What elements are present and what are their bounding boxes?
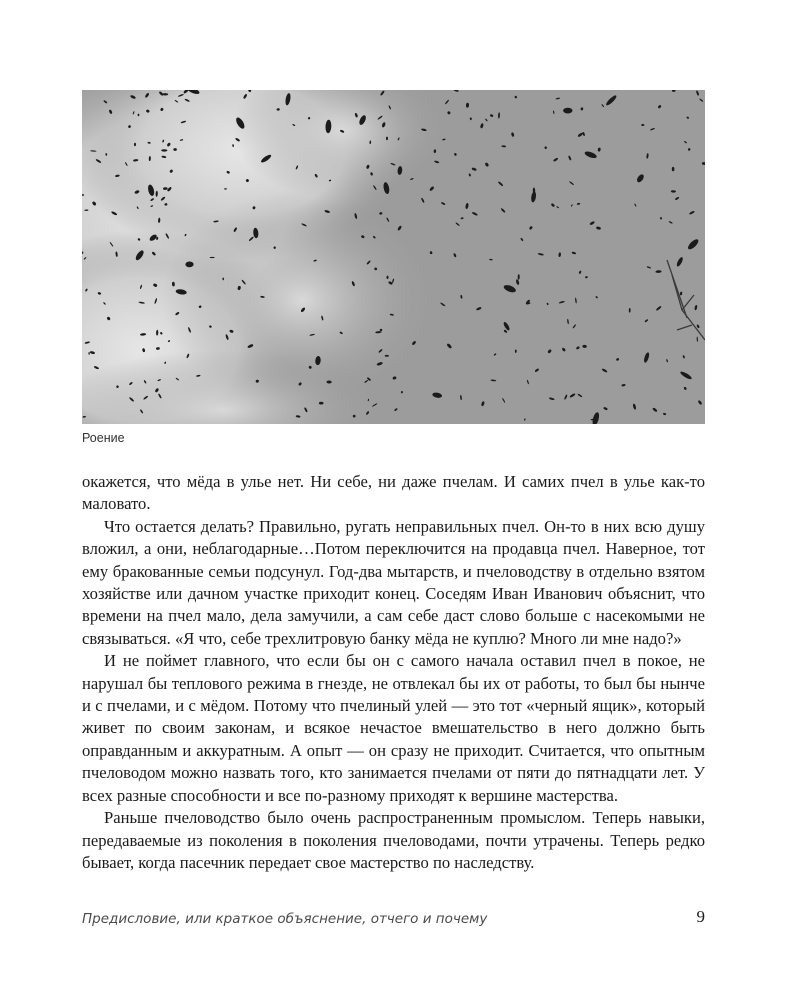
page-footer [82,907,705,928]
bee-mark [224,188,227,189]
bee-mark [319,402,324,405]
swarm-photo [82,90,705,424]
body-text [82,471,705,874]
figure-caption: Роение [82,431,125,445]
bee-mark [210,257,215,258]
paragraph: И не поймет главного, что если бы он с самого начала оставил пчел в покое, не нарушал бы теплового режима в гнезде, не отвлекал бы их от работы, то был бы нынче и с пчелами, и с мёдом. Потому что пчелиный улей — это тот «черный ящик», который живет по своим законам, и всякое нечастое вмешательство в него должно быть оправданным и аккуратным. А опыт — он сразу не приходит. Считается, что опытным пчеловодом можно назвать того, кто занимается пчелами от пяти до пятнадцати лет. У всех разные способности и все по-разному приходят к вершине мастерства. [82,651,705,805]
page-number: 9 [696,907,705,926]
paragraph: Что остается делать? Правильно, ругать неправильных пчел. Он-то в них всю душу вложил, а они, неблагодарные…Потом переключится на продавца пчел. Наверное, тот ему бракованные семьи подсунул. Год-два мытарств, и пчеловодству в отдельно взятом хозяйстве или дачном участке приходит конец. Соседям Иван Иванович объяснит, что времени на пчел мало, дела замучили, а сам себе даст слово больше с насекомыми не связываться. «Я что, себе трехлитровую банку мёда не куплю? Много ли мне надо?» [82,516,705,648]
running-title: Предисловие, или краткое объяснение, отчего и почему [82,911,488,927]
paragraph: окажется, что мёда в улье нет. Ни себе, ни даже пчелам. И самих пчел в улье как-то маловато. [82,472,705,514]
paragraph: Раньше пчеловодство было очень распространенным промыслом. Теперь навыки, передаваемые из поколения в поколения пчеловодами, почти утрачены. Теперь редко бывает, когда пасечник передает свое мастерство по наследству. [82,808,705,872]
swarm-photo-image [82,90,705,424]
bee-mark [563,108,572,114]
